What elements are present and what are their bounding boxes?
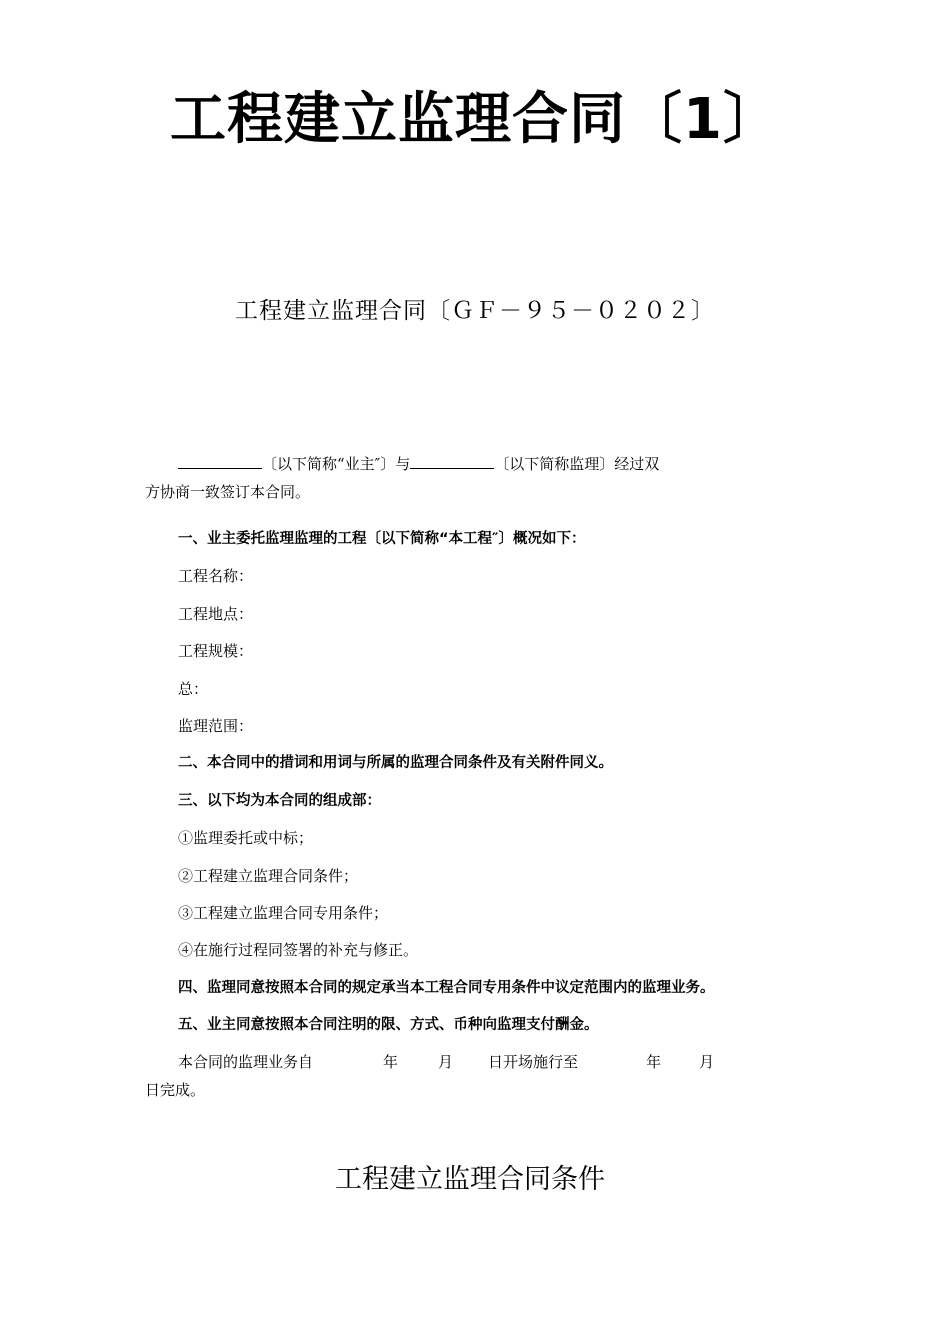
field-project-location: 工程地点： bbox=[178, 604, 254, 623]
period-end: 日完成。 bbox=[145, 1081, 206, 1100]
field-project-name: 工程名称： bbox=[178, 567, 254, 586]
sub-title: 工程建立监理合同〔ＧＦ－９５－０２０２〕 bbox=[235, 298, 715, 324]
clause-1: 一、业主委托监理监理的工程〔以下简称“本工程″〕概况如下： bbox=[178, 531, 586, 547]
contract-body bbox=[145, 450, 825, 1114]
intro-part2: 〔以下简称监理〕经过双 bbox=[494, 455, 660, 473]
section-title: 工程建立监理合同条件 bbox=[335, 1164, 605, 1195]
period-day-start: 日开场施行至 bbox=[488, 1053, 579, 1072]
intro-part1: 〔以下简称“业主″〕与 bbox=[262, 455, 411, 473]
period-month-2: 月 bbox=[699, 1053, 715, 1072]
period-line bbox=[145, 1048, 825, 1076]
supervisor-blank bbox=[410, 450, 494, 469]
clause-3: 三、以下均为本合同的组成部： bbox=[178, 792, 381, 809]
field-total: 总： bbox=[178, 679, 209, 698]
component-item: ②工程建立监理合同条件； bbox=[178, 866, 359, 885]
clause-2: 二、本合同中的措词和用词与所属的监理合同条件及有关附件同义。 bbox=[178, 755, 613, 772]
owner-blank bbox=[178, 450, 262, 469]
period-month: 月 bbox=[438, 1053, 454, 1072]
period-year: 年 bbox=[383, 1053, 399, 1072]
component-item: ④在施行过程同签署的补充与修正。 bbox=[178, 941, 419, 960]
clause-5: 五、业主同意按照本合同注明的限、方式、币种向监理支付酬金。 bbox=[178, 1017, 599, 1034]
intro-continuation: 方协商一致签订本合同。 bbox=[145, 483, 311, 501]
component-item: ①监理委托或中标； bbox=[178, 829, 314, 848]
clause-4: 四、监理同意按照本合同的规定承当本工程合同专用条件中议定范围内的监理业务。 bbox=[178, 979, 715, 996]
field-scope: 监理范围： bbox=[178, 716, 254, 735]
field-project-scale: 工程规模： bbox=[178, 642, 254, 661]
period-lead: 本合同的监理业务自 bbox=[178, 1053, 314, 1072]
intro-line bbox=[145, 450, 825, 478]
period-year-2: 年 bbox=[646, 1053, 662, 1072]
component-item: ③工程建立监理合同专用条件； bbox=[178, 903, 389, 922]
main-title: 工程建立监理合同〔1〕 bbox=[170, 87, 780, 152]
